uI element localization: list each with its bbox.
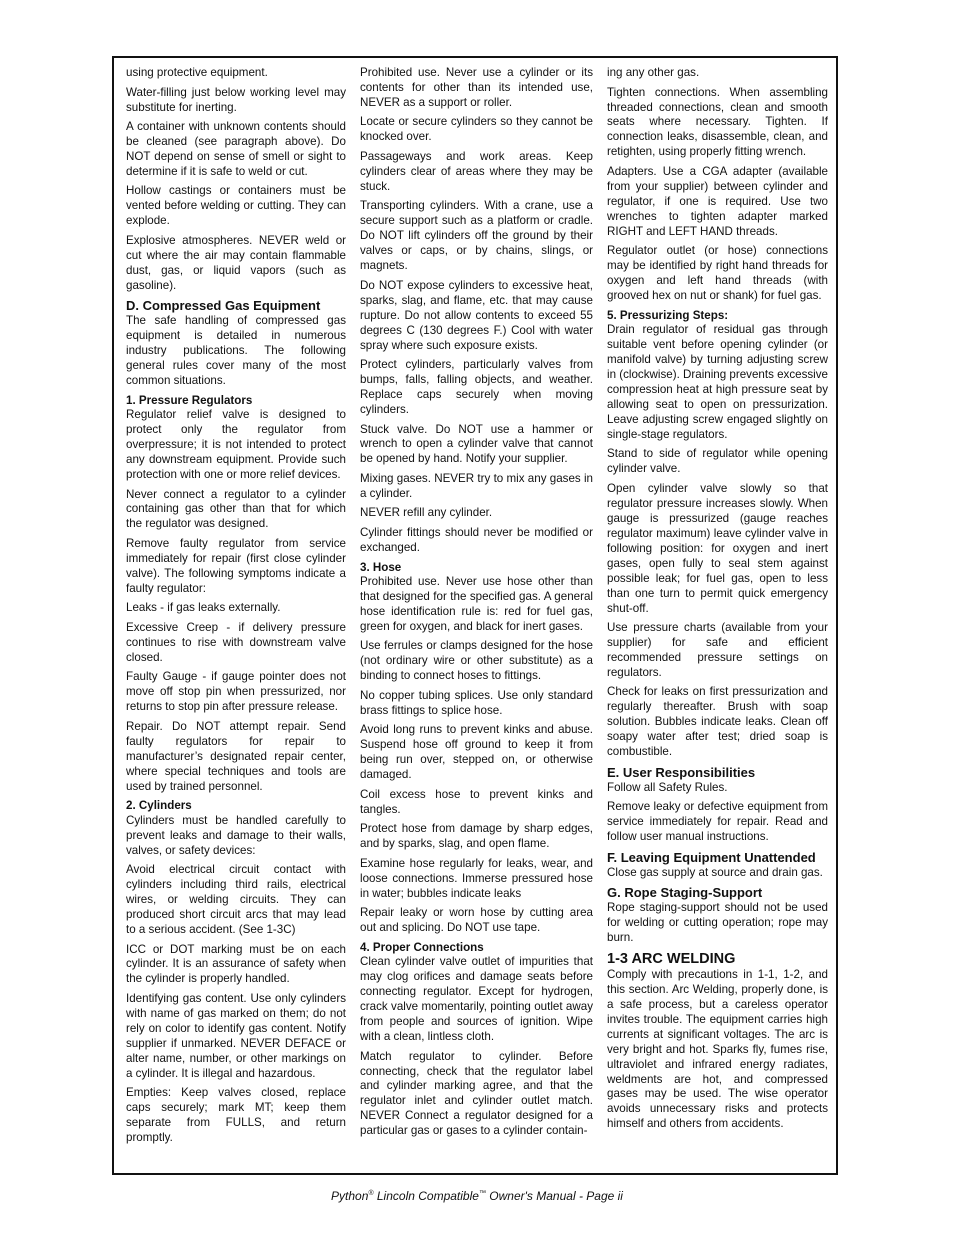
paragraph: Passageways and work areas. Keep cylinders clear of areas where they may be stuck. <box>360 149 593 193</box>
paragraph: Coil excess hose to prevent kinks and tangles. <box>360 787 593 816</box>
paragraph: Tighten connections. When assembling threaded connections, clean and smooth seats where necessary. Tighten. If connection leaks, disassemble, clean, and retighten, using properly fitting wrench. <box>607 85 828 159</box>
subheading-pressure-regulators: 1. Pressure Regulators <box>126 393 253 407</box>
paragraph: Open cylinder valve slowly so that regulator pressure increases slowly. When gauge is pressurized (gauge reaches regulator maximum) leave cylinder valve in following position: for oxygen and inert gases, open fully to seal stem against possible leak; for fuel gas, open to less than one turn to permit quick emergency shut-off. <box>607 481 828 615</box>
paragraph: Drain regulator of residual gas through suitable vent before opening cylinder (or manifold valve) by turning adjusting screw in (clockwise). Draining prevents excessive compression heat at high pressure seat by allowing seat to open on pressurization. Leave adjusting screw engaged slightly on single-stage regulators. <box>607 323 829 441</box>
paragraph: Use pressure charts (available from your supplier) for safe and efficient recommended pressure settings on regulators. <box>607 621 828 679</box>
paragraph: Stand to side of regulator while opening cylinder valve. <box>607 447 828 476</box>
paragraph: Cylinder fittings should never be modified or exchanged. <box>360 526 593 554</box>
paragraph: Stuck valve. Do NOT use a hammer or wrench to open a cylinder valve that cannot be opened by hand. Notify your supplier. <box>360 422 593 466</box>
paragraph: Repair. Do NOT attempt repair. Send faulty regulators for repair to manufacturer’s designated repair center, where special techniques and tools are used by trained personnel. <box>126 719 346 793</box>
paragraph: Water-filling just below working level may substitute for inerting. <box>126 85 346 114</box>
paragraph: Follow all Safety Rules. <box>607 780 728 794</box>
column-middle <box>360 66 593 1144</box>
paragraph: using protective equipment. <box>126 66 268 79</box>
paragraph: NEVER refill any cylinder. <box>360 506 493 520</box>
footer-lincoln: Lincoln Compatible <box>373 1189 479 1203</box>
column-right <box>607 66 828 1137</box>
paragraph: Protect hose from damage by sharp edges, and by sparks, slag, and open flame. <box>360 822 593 851</box>
subheading-pressurizing-steps: 5. Pressurizing Steps: <box>607 308 729 322</box>
paragraph: Repair leaky or worn hose by cutting area out and splicing. Do NOT use tape. <box>360 906 593 935</box>
paragraph: Rope staging-support should not be used for welding or cutting operation; rope may burn. <box>607 901 828 945</box>
section-heading-f: F. Leaving Equipment Unattended <box>607 849 816 865</box>
footer-python: Python <box>331 1189 369 1203</box>
page-footer <box>0 1189 954 1203</box>
paragraph: Prohibited use. Never use hose other than that designed for the specified gas. A general hose identification rule is: red for fuel gas, green for oxygen, and black for inert gases. <box>360 575 593 633</box>
paragraph: Remove faulty regulator from service immediately for repair (first close cylinder valve). The following symptoms indicate a faulty regulator: <box>126 536 346 595</box>
subheading-proper-connections: 4. Proper Connections <box>360 940 484 954</box>
paragraph: Adapters. Use a CGA adapter (available from your supplier) between cylinder and regulator, if one is required. Use two wrenches to tighten adapter marked RIGHT and LEFT HAND threads. <box>607 164 828 238</box>
paragraph: Locate or secure cylinders so they cannot be knocked over. <box>360 115 593 144</box>
section-heading-g: G. Rope Staging-Support <box>607 885 763 901</box>
paragraph: Leaks - if gas leaks externally. <box>126 601 281 615</box>
paragraph: Explosive atmospheres. NEVER weld or cut where the air may contain flammable dust, gas, or liquid vapors (such as gasoline). <box>126 233 346 292</box>
section-heading-e: E. User Responsibilities <box>607 764 756 780</box>
paragraph: Check for leaks on first pressurization and regularly thereafter. Brush with soap solution. Bubbles indicate leaks. Clean off soapy water after test; dried soap is combustible. <box>607 685 828 759</box>
paragraph: Clean cylinder valve outlet of impurities that may clog orifices and damage seats before connecting regulator. Except for hydrogen, crack valve momentarily, pointing outlet away from people and sources of ignition. Wipe with a clean, lintless cloth. <box>360 955 593 1044</box>
paragraph: Close gas supply at source and drain gas. <box>607 865 823 879</box>
paragraph: Never connect a regulator to a cylinder containing gas other than that for which the regulator was designed. <box>126 487 346 531</box>
paragraph: Transporting cylinders. With a crane, use a secure support such as a platform or cradle. Do NOT lift cylinders off the ground by their valves or caps, or by chains, slings, or magnets. <box>360 199 593 273</box>
paragraph: Excessive Creep - if delivery pressure continues to rise with downstream valve closed. <box>126 620 346 664</box>
trademark-mark: ™ <box>478 1190 486 1197</box>
paragraph: Cylinders must be handled carefully to prevent leaks and damage to their walls, valves, or safety devices: <box>126 813 346 857</box>
registered-mark: ® <box>368 1190 374 1197</box>
paragraph: ICC or DOT marking must be on each cylinder. It is an assurance of safety when the cylinder is properly handled. <box>126 942 346 986</box>
section-heading-arc-welding: 1-3 ARC WELDING <box>607 950 736 967</box>
subheading-cylinders: 2. Cylinders <box>126 799 192 813</box>
paragraph: Mixing gases. NEVER try to mix any gases in a cylinder. <box>360 471 593 500</box>
paragraph: A container with unknown contents should be cleaned (see paragraph above). Do NOT depend on sense of smell or sight to determine if it is safe to weld or cut. <box>126 120 346 178</box>
paragraph: The safe handling of compressed gas equipment is detailed in numerous industry publications. The following general rules cover many of the most common situations. <box>126 314 346 388</box>
paragraph: Hollow castings or containers must be vented before welding or cutting. They can explode. <box>126 184 346 228</box>
paragraph: Avoid electrical circuit contact with cylinders including third rails, electrical wires, or welding circuits. They can produced short circuit arcs that may lead to a serious accident. (See 1-3C) <box>126 863 346 936</box>
subheading-hose: 3. Hose <box>360 560 402 574</box>
column-left <box>126 66 346 1151</box>
paragraph: Prohibited use. Never use a cylinder or its contents for other than its intended use, NEVER as a support or roller. <box>360 66 593 109</box>
footer-page-label: Owner's Manual - Page ii <box>485 1189 623 1203</box>
paragraph: No copper tubing splices. Use only standard brass fittings to splice hose. <box>360 688 593 717</box>
paragraph: Regulator relief valve is designed to protect only the regulator from overpressure; it is not intended to protect any downstream equipment. Provide such protection with one or more relief devices. <box>126 408 346 481</box>
paragraph: Regulator outlet (or hose) connections may be identified by right hand threads for oxygen and left hand threads (with grooved hex on nut or shank) for fuel gas. <box>607 244 828 303</box>
paragraph: Do NOT expose cylinders to excessive heat, sparks, slag, and flame, etc. that may cause rupture. Do not allow contents to exceed 55 degrees C (130 degrees F.) Cool with water spray where such exposure exists. <box>360 278 593 352</box>
paragraph: Use ferrules or clamps designed for the hose (not ordinary wire or other substitute) as a binding to connect hoses to fittings. <box>360 639 593 683</box>
paragraph: Empties: Keep valves closed, replace caps securely; mark MT; keep them separate from FULLS, and return promptly. <box>126 1086 346 1145</box>
paragraph: Match regulator to cylinder. Before connecting, check that the regulator label and cylinder marking agree, and that the regulator inlet and cylinder outlet match. NEVER Connect a regulator designed for a particular gas or gases to a cylinder contain- <box>360 1049 593 1138</box>
paragraph: Avoid long runs to prevent kinks and abuse. Suspend hose off ground to keep it from being run over, stepped on, or otherwise damaged. <box>360 723 593 782</box>
paragraph: Protect cylinders, particularly valves from bumps, falls, falling objects, and weather. Replace caps securely when moving cylinders. <box>360 358 593 416</box>
paragraph: ing any other gas. <box>607 66 700 79</box>
section-heading-d: D. Compressed Gas Equipment <box>126 298 321 314</box>
paragraph: Identifying gas content. Use only cylinders with name of gas marked on them; do not rely on color to identify gas content. Notify supplier if unmarked. NEVER DEFACE or alter name, number, or other markings on a cylinder. It is illegal and hazardous. <box>126 991 346 1080</box>
paragraph: Remove leaky or defective equipment from service immediately for repair. Read and follow user manual instructions. <box>607 800 828 844</box>
paragraph: Faulty Gauge - if gauge pointer does not move off stop pin when pressurized, nor returns to stop pin after pressure release. <box>126 670 346 714</box>
paragraph: Examine hose regularly for leaks, wear, and loose connections. Immerse pressured hose in water; bubbles indicate leaks <box>360 856 593 900</box>
paragraph: Comply with precautions in 1-1, 1-2, and this section. Arc Welding, properly done, is a safe process, but a careless operator invites trouble. The equipment carries high currents at significant voltages. The arc is very bright and hot. Sparks fly, fumes rise, ultraviolet and infrared energy radiates, weldments are hot, and compressed gases may be used. The wise operator avoids unnecessary risks and protects himself and others from accidents. <box>607 967 828 1131</box>
